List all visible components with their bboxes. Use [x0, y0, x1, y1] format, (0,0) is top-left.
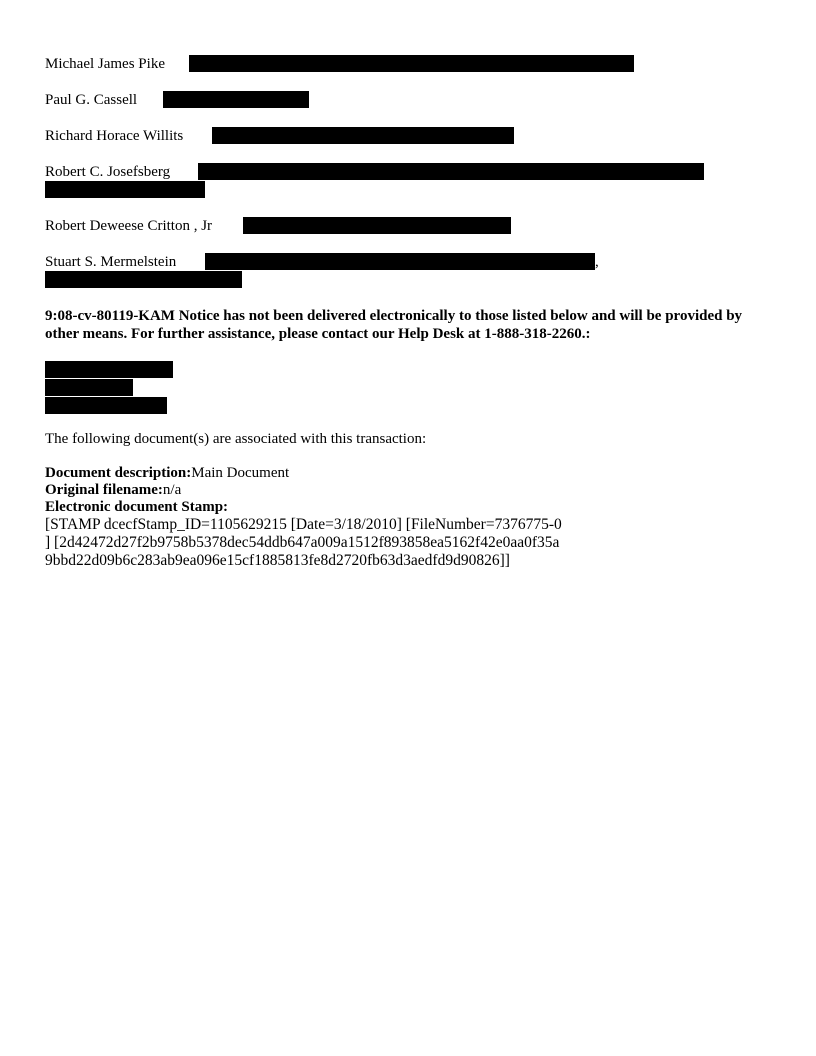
redaction-bar [212, 127, 514, 144]
redaction-bar [243, 217, 511, 234]
recipient-row [45, 128, 183, 145]
redaction-bar [205, 253, 595, 270]
redaction-bar [198, 163, 704, 180]
recipient-name: Richard Horace Willits [45, 128, 184, 144]
recipient-name: Robert Deweese Critton , Jr [45, 218, 213, 234]
not-delivered-notice: 9:08-cv-80119-KAM Notice has not been delivered electronically to those listed below and will be provided by other means. For further assistance, please contact our Help Desk at 1-888-318-2260.: [45, 308, 743, 342]
redaction-bar [45, 271, 242, 288]
redaction-bar [189, 55, 634, 72]
recipient-row [45, 92, 137, 109]
document-description-label: Document description: [45, 465, 192, 481]
recipient-row [45, 218, 212, 235]
original-filename-row [45, 482, 785, 499]
document-description-row [45, 465, 785, 482]
recipient-row [45, 56, 165, 73]
document-description-value: Main Document [191, 465, 290, 481]
recipient-name: Paul G. Cassell [45, 92, 138, 108]
recipient-row [45, 254, 176, 271]
electronic-stamp-label: Electronic document Stamp: [45, 499, 229, 515]
document-details [45, 465, 785, 570]
redaction-bar [45, 181, 205, 198]
electronic-stamp-line: 9bbd22d09b6c283ab9ea096e15cf1885813fe8d2720fb63d3aedfd9d90826]] [45, 552, 510, 569]
electronic-stamp-line: [STAMP dcecfStamp_ID=1105629215 [Date=3/18/2010] [FileNumber=7376775-0 [45, 516, 562, 533]
redaction-bar [45, 379, 133, 396]
original-filename-label: Original filename: [45, 482, 163, 498]
recipient-name: Robert C. Josefsberg [45, 164, 171, 180]
trailing-comma: , [595, 254, 599, 270]
recipient-name: Stuart S. Mermelstein [45, 254, 177, 270]
recipient-name: Michael James Pike [45, 56, 165, 72]
redaction-bar [163, 91, 309, 108]
redaction-bar [45, 361, 173, 378]
electronic-stamp-row [45, 499, 785, 516]
associated-documents-text: The following document(s) are associated with this transaction: [45, 431, 427, 447]
original-filename-value: n/a [162, 482, 182, 498]
electronic-stamp-line: ] [2d42472d27f2b9758b5378dec54ddb647a009a1512f893858ea5162f42e0aa0f35a [45, 534, 560, 551]
redaction-bar [45, 397, 167, 414]
recipient-row [45, 164, 170, 181]
